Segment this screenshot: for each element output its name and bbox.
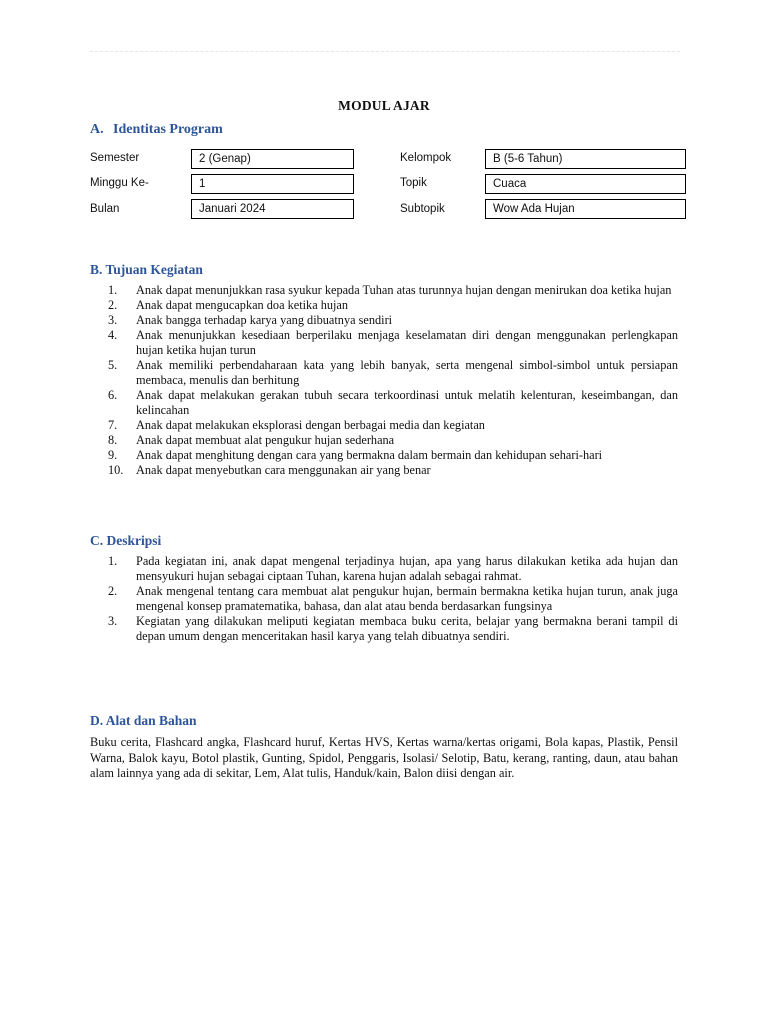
list-item	[108, 433, 678, 448]
list-text: Anak dapat menyebutkan cara menggunakan air yang benar	[136, 463, 431, 477]
list-item	[108, 358, 678, 388]
list-item	[108, 298, 678, 313]
list-number: 1.	[108, 554, 118, 568]
field-value-minggu: 1	[191, 174, 354, 194]
list-item	[108, 584, 678, 614]
list-number: 9.	[108, 448, 118, 462]
list-item	[108, 388, 678, 418]
header-divider	[90, 51, 680, 52]
list-text: Anak dapat melakukan eksplorasi dengan berbagai media dan kegiatan	[136, 418, 485, 432]
list-text: Anak menunjukkan kesediaan berperilaku menjaga keselamatan diri dengan menggunakan perlengkapan hujan ketika hujan turun	[136, 328, 678, 357]
list-text: Kegiatan yang dilakukan meliputi kegiatan membaca buku cerita, belajar yang bermakna berani tampil di depan umum dengan menceritakan hasil karya yang telah dibuatnya sendiri.	[136, 614, 678, 643]
list-text: Anak dapat melakukan gerakan tubuh secara terkoordinasi untuk melatih kelenturan, keseimbangan, dan kelincahan	[136, 388, 678, 417]
section-c-heading: C. Deskripsi	[90, 533, 162, 548]
section-a-heading	[90, 122, 223, 138]
list-text: Anak memiliki perbendaharaan kata yang lebih banyak, serta mengenal simbol-simbol untuk persiapan membaca, menulis dan berhitung	[136, 358, 678, 387]
list-text: Anak dapat mengucapkan doa ketika hujan	[136, 298, 349, 312]
document-title: MODUL AJAR	[338, 98, 430, 113]
list-number: 5.	[108, 358, 118, 372]
field-label-bulan: Bulan	[90, 203, 120, 215]
list-text: Anak dapat menghitung dengan cara yang bermakna dalam bermain dan kehidupan sehari-hari	[136, 448, 603, 462]
list-number: 3.	[108, 614, 118, 628]
list-text: Anak dapat membuat alat pengukur hujan sederhana	[136, 433, 395, 447]
field-label-kelompok: Kelompok	[400, 152, 452, 164]
list-text: Anak bangga terhadap karya yang dibuatnya sendiri	[136, 313, 393, 327]
field-value-semester: 2 (Genap)	[191, 149, 354, 169]
list-number: 6.	[108, 388, 118, 402]
list-text: Pada kegiatan ini, anak dapat mengenal terjadinya hujan, apa yang harus dilakukan ketika ada hujan dan mensyukuri hujan sebagai ciptaan Tuhan, karena hujan adalah sebagai rahmat.	[136, 554, 678, 583]
field-value-bulan: Januari 2024	[191, 199, 354, 219]
field-label-semester: Semester	[90, 152, 140, 164]
section-b-heading: B. Tujuan Kegiatan	[90, 262, 203, 277]
list-text: Anak mengenal tentang cara membuat alat pengukur hujan, bermain bermakna ketika hujan turun, anak juga mengenal konsep pramatematika, bahasa, dan alat atau benda berdasarkan fungsinya	[136, 584, 678, 613]
list-item	[108, 328, 678, 358]
section-a-letter: A.	[90, 122, 104, 137]
list-number: 7.	[108, 418, 118, 432]
field-value-topik: Cuaca	[485, 174, 686, 194]
list-number: 3.	[108, 313, 118, 327]
list-item	[108, 463, 678, 478]
list-item	[108, 554, 678, 584]
list-item	[108, 418, 678, 433]
alat-bahan-paragraph: Buku cerita, Flashcard angka, Flashcard huruf, Kertas HVS, Kertas warna/kertas origami, Bola kapas, Plastik, Pensil Warna, Balok kayu, Botol plastik, Gunting, Spidol, Penggaris, Isolasi/ Selotip, Batu, kerang, ranting, daun, atau bahan alam lainnya yang ada di sekitar, Lem, Alat tulis, Handuk/kain, Balon diisi dengan air.	[90, 735, 678, 780]
list-number: 2.	[108, 584, 118, 598]
list-item	[108, 313, 678, 328]
field-value-kelompok: B (5-6 Tahun)	[485, 149, 686, 169]
list-item	[108, 283, 678, 298]
list-number: 4.	[108, 328, 118, 342]
field-value-subtopik: Wow Ada Hujan	[485, 199, 686, 219]
list-number: 2.	[108, 298, 118, 312]
section-d-heading: D. Alat dan Bahan	[90, 713, 197, 728]
list-item	[108, 614, 678, 644]
deskripsi-list	[108, 554, 678, 644]
list-item	[108, 448, 678, 463]
list-number: 10.	[108, 463, 124, 477]
list-number: 1.	[108, 283, 118, 297]
field-label-topik: Topik	[400, 177, 427, 189]
list-text: Anak dapat menunjukkan rasa syukur kepada Tuhan atas turunnya hujan dengan menirukan doa ketika hujan	[136, 283, 672, 297]
list-number: 8.	[108, 433, 118, 447]
tujuan-list	[108, 283, 678, 478]
field-label-subtopik: Subtopik	[400, 203, 445, 215]
section-a-title: Identitas Program	[113, 122, 223, 137]
field-label-minggu: Minggu Ke-	[90, 177, 149, 189]
